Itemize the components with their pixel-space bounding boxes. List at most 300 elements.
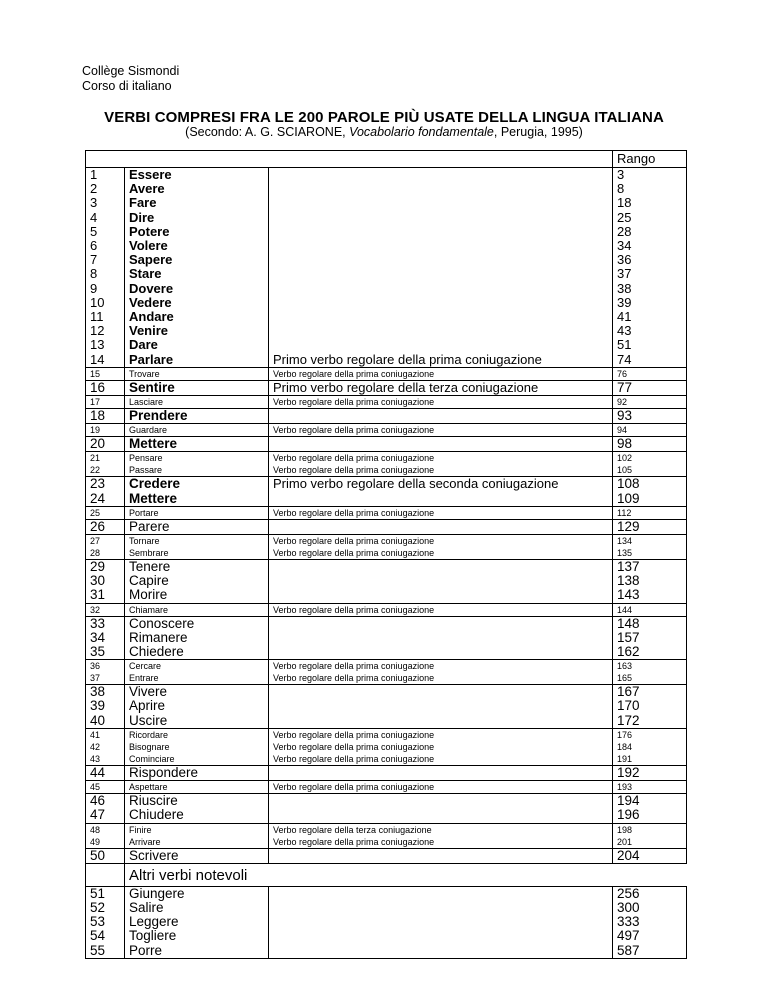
- rank-cell: [613, 794, 687, 823]
- row-number: 1: [90, 167, 98, 182]
- verb-name: Vedere: [129, 294, 172, 310]
- verb-cell: [125, 477, 269, 506]
- table-row-group: [86, 823, 687, 848]
- verb-note: Primo verbo regolare della seconda coniugazione: [273, 476, 559, 492]
- rank-cell: [613, 823, 687, 848]
- verb-rank: 300: [617, 899, 640, 915]
- table-row-group: [86, 380, 687, 395]
- section-empty-cell: [86, 863, 125, 886]
- document-header: [82, 64, 179, 94]
- verb-note: [273, 310, 612, 324]
- verb-name: Chiedere: [129, 644, 184, 660]
- row-number: 45: [90, 782, 101, 793]
- verb-name: Arrivare: [129, 836, 161, 847]
- row-number: 5: [90, 223, 98, 239]
- row-number: 44: [90, 765, 106, 780]
- rank-cell: [613, 380, 687, 395]
- verb-rank: 51: [617, 337, 632, 353]
- note-cell: [269, 685, 613, 729]
- verb-rank: 143: [617, 587, 640, 603]
- verb-name: Trovare: [129, 368, 160, 379]
- row-number-cell: [86, 367, 125, 380]
- row-number-cell: [86, 685, 125, 729]
- verb-rank: 112: [617, 507, 632, 518]
- note-cell: [269, 794, 613, 823]
- row-number: 3: [90, 195, 98, 211]
- verb-note: Verbo regolare della prima coniugazione: [273, 536, 435, 547]
- row-number: 24: [90, 490, 106, 506]
- row-number: 39: [90, 698, 106, 714]
- verb-note: [273, 588, 612, 602]
- row-number: 26: [90, 519, 106, 534]
- verbs-table: [85, 150, 687, 959]
- verb-note: [273, 574, 612, 588]
- verb-name: Mettere: [129, 436, 178, 452]
- table-row-group: [86, 616, 687, 660]
- row-number: 9: [90, 280, 98, 296]
- verb-note: [273, 617, 612, 631]
- row-number: 14: [90, 351, 105, 367]
- row-number-cell: [86, 728, 125, 765]
- verb-name: Parlare: [129, 351, 174, 367]
- verb-note: [273, 182, 612, 196]
- row-number: 17: [90, 397, 101, 408]
- verb-note: Verbo regolare della prima coniugazione: [273, 548, 435, 559]
- note-cell: [269, 535, 613, 560]
- section-title-cell: [125, 863, 687, 886]
- verb-rank: 144: [617, 604, 633, 615]
- row-number: 20: [90, 436, 106, 452]
- verb-cell: [125, 823, 269, 848]
- verb-rank: 37: [617, 266, 632, 282]
- verb-name: Dovere: [129, 280, 174, 296]
- verb-note: Verbo regolare della terza coniugazione: [273, 824, 432, 835]
- verb-rank: 39: [617, 294, 632, 310]
- verb-rank: 25: [617, 209, 632, 225]
- verb-cell: [125, 765, 269, 780]
- verb-name: Capire: [129, 573, 169, 589]
- row-number-cell: [86, 168, 125, 368]
- note-cell: [269, 603, 613, 616]
- note-cell: [269, 886, 613, 958]
- verb-name: Uscire: [129, 712, 168, 728]
- verb-note: Verbo regolare della prima coniugazione: [273, 465, 435, 476]
- verb-note: [273, 849, 612, 863]
- row-number-cell: [86, 560, 125, 604]
- verb-note: Primo verbo regolare della terza coniugazione: [273, 380, 539, 395]
- row-number: 32: [90, 604, 101, 615]
- verb-name: Morire: [129, 587, 168, 603]
- row-number: 11: [90, 309, 104, 325]
- row-number: 48: [90, 824, 101, 835]
- note-cell: [269, 616, 613, 660]
- note-cell: [269, 380, 613, 395]
- verb-rank: 172: [617, 712, 640, 728]
- verb-cell: [125, 685, 269, 729]
- row-number-cell: [86, 519, 125, 534]
- table-row-group: [86, 437, 687, 452]
- verb-name: Vivere: [129, 684, 168, 700]
- verb-note: [273, 520, 612, 534]
- course-name: Corso di italiano: [82, 79, 172, 93]
- row-number: 53: [90, 914, 106, 930]
- rank-cell: [613, 886, 687, 958]
- row-number: 34: [90, 629, 106, 645]
- verb-name: Giungere: [129, 886, 185, 901]
- verb-name: Essere: [129, 167, 172, 182]
- rank-cell: [613, 437, 687, 452]
- verb-note: Verbo regolare della prima coniugazione: [273, 507, 435, 518]
- row-number: 31: [90, 587, 106, 603]
- verb-name: Tornare: [129, 536, 160, 547]
- table-row-group: [86, 848, 687, 863]
- verb-rank: 198: [617, 824, 633, 835]
- verb-rank: 196: [617, 807, 640, 823]
- note-cell: [269, 367, 613, 380]
- verb-cell: [125, 535, 269, 560]
- verb-name: Dare: [129, 337, 158, 353]
- table-row-group: [86, 519, 687, 534]
- verb-rank: 137: [617, 559, 640, 575]
- row-number-cell: [86, 477, 125, 506]
- verb-rank: 148: [617, 616, 640, 631]
- verb-note: [273, 409, 612, 423]
- verb-rank: 93: [617, 408, 633, 424]
- table-row-group: [86, 535, 687, 560]
- verb-note: Verbo regolare della prima coniugazione: [273, 673, 435, 684]
- verb-rank: 204: [617, 848, 640, 863]
- verb-cell: [125, 437, 269, 452]
- row-number-cell: [86, 781, 125, 794]
- verb-note: [273, 324, 612, 338]
- row-number: 54: [90, 928, 106, 944]
- verb-cell: [125, 886, 269, 958]
- verb-name: Entrare: [129, 673, 159, 684]
- row-number-cell: [86, 409, 125, 424]
- row-number: 49: [90, 836, 101, 847]
- verb-cell: [125, 560, 269, 604]
- note-cell: [269, 506, 613, 519]
- verb-cell: [125, 848, 269, 863]
- row-number: 6: [90, 238, 98, 254]
- verb-rank: 41: [617, 309, 632, 325]
- row-number: 35: [90, 644, 106, 660]
- table-row-group: [86, 424, 687, 437]
- row-number: 21: [90, 453, 101, 464]
- verb-note: [273, 808, 612, 822]
- verb-note: [273, 645, 612, 659]
- row-number: 7: [90, 252, 98, 268]
- verb-note: [273, 239, 612, 253]
- verb-name: Conoscere: [129, 616, 195, 631]
- verb-note: Verbo regolare della prima coniugazione: [273, 661, 435, 672]
- rank-cell: [613, 781, 687, 794]
- rank-cell: [613, 367, 687, 380]
- row-number: 12: [90, 323, 105, 339]
- note-cell: [269, 409, 613, 424]
- verb-rank: 191: [617, 753, 633, 764]
- verb-note: Verbo regolare della prima coniugazione: [273, 397, 435, 408]
- verb-note: [273, 211, 612, 225]
- row-number: 33: [90, 616, 106, 631]
- row-number: 47: [90, 807, 106, 823]
- header-empty-cell: [86, 151, 613, 168]
- verb-rank: 105: [617, 465, 633, 476]
- note-cell: [269, 452, 613, 477]
- verb-rank: 170: [617, 698, 640, 714]
- table-row-group: [86, 660, 687, 685]
- table-row-group: [86, 560, 687, 604]
- verb-note: [273, 253, 612, 267]
- table-row-group: [86, 685, 687, 729]
- verb-name: Chiudere: [129, 807, 184, 823]
- row-number: 40: [90, 712, 106, 728]
- row-number: 51: [90, 886, 106, 901]
- verb-cell: [125, 781, 269, 794]
- row-number-cell: [86, 535, 125, 560]
- table-row-group: [86, 886, 687, 958]
- verb-rank: 77: [617, 380, 633, 395]
- table-row-group: [86, 367, 687, 380]
- verb-name: Stare: [129, 266, 162, 282]
- table-row-group: [86, 409, 687, 424]
- verb-name: Porre: [129, 942, 163, 958]
- verb-note: [273, 296, 612, 310]
- note-cell: [269, 396, 613, 409]
- row-number-cell: [86, 616, 125, 660]
- row-number-cell: [86, 823, 125, 848]
- table-row-group: [86, 765, 687, 780]
- verb-rank: 43: [617, 323, 632, 339]
- verb-rank: 36: [617, 252, 632, 268]
- verb-note: [273, 631, 612, 645]
- verb-cell: [125, 409, 269, 424]
- row-number: 46: [90, 793, 106, 809]
- verb-cell: [125, 728, 269, 765]
- verb-rank: 165: [617, 673, 633, 684]
- row-number: 22: [90, 465, 101, 476]
- verb-name: Volere: [129, 238, 168, 254]
- verb-rank: 192: [617, 765, 640, 780]
- verb-rank: 8: [617, 181, 625, 197]
- rank-cell: [613, 616, 687, 660]
- rank-cell: [613, 519, 687, 534]
- rank-cell: [613, 168, 687, 368]
- note-cell: [269, 823, 613, 848]
- verb-name: Finire: [129, 824, 152, 835]
- row-number: 19: [90, 425, 101, 436]
- verb-rank: 167: [617, 684, 640, 700]
- verb-note: [273, 766, 612, 780]
- rank-cell: [613, 848, 687, 863]
- note-cell: [269, 437, 613, 452]
- table-row-group: [86, 477, 687, 506]
- verb-cell: [125, 396, 269, 409]
- verb-name: Andare: [129, 309, 174, 325]
- row-number: 29: [90, 559, 106, 575]
- verb-note: [273, 225, 612, 239]
- row-number: 42: [90, 741, 101, 752]
- row-number-cell: [86, 765, 125, 780]
- verb-name: Salire: [129, 899, 164, 915]
- note-cell: [269, 168, 613, 368]
- verb-note: Verbo regolare della prima coniugazione: [273, 604, 435, 615]
- verb-rank: 135: [617, 548, 633, 559]
- verb-rank: 162: [617, 644, 640, 660]
- rank-cell: [613, 560, 687, 604]
- verb-rank: 194: [617, 793, 640, 809]
- verb-cell: [125, 424, 269, 437]
- verb-name: Riuscire: [129, 793, 178, 809]
- verb-cell: [125, 519, 269, 534]
- row-number: 50: [90, 848, 106, 863]
- verb-note: [273, 282, 612, 296]
- rank-cell: [613, 452, 687, 477]
- row-number: 16: [90, 380, 106, 395]
- verb-note: Verbo regolare della prima coniugazione: [273, 741, 435, 752]
- note-cell: [269, 728, 613, 765]
- table-row-group: [86, 396, 687, 409]
- row-number: 8: [90, 266, 98, 282]
- verb-cell: [125, 603, 269, 616]
- table-row-group: [86, 506, 687, 519]
- verb-name: Lasciare: [129, 397, 164, 408]
- row-number: 37: [90, 673, 101, 684]
- verb-rank: 38: [617, 280, 632, 296]
- table-row-group: [86, 168, 687, 368]
- row-number-cell: [86, 437, 125, 452]
- row-number: 4: [90, 209, 98, 225]
- verb-cell: [125, 367, 269, 380]
- verb-name: Prendere: [129, 408, 188, 424]
- rank-cell: [613, 506, 687, 519]
- verb-name: Tenere: [129, 559, 171, 575]
- note-cell: [269, 848, 613, 863]
- verb-rank: 333: [617, 914, 640, 930]
- verb-rank: 157: [617, 629, 640, 645]
- verb-name: Ricordare: [129, 729, 169, 740]
- verb-rank: 18: [617, 195, 632, 211]
- verb-rank: 102: [617, 453, 633, 464]
- verb-name: Sembrare: [129, 548, 169, 559]
- verb-name: Aspettare: [129, 782, 168, 793]
- verb-name: Rispondere: [129, 765, 199, 780]
- row-number-cell: [86, 506, 125, 519]
- row-number: 15: [90, 368, 101, 379]
- verb-rank: 76: [617, 368, 628, 379]
- row-number: 2: [90, 181, 98, 197]
- verb-name: Rimanere: [129, 629, 188, 645]
- row-number-cell: [86, 660, 125, 685]
- verb-note: [273, 685, 612, 699]
- row-number: 36: [90, 661, 101, 672]
- verb-rank: 92: [617, 397, 628, 408]
- verb-rank: 193: [617, 782, 633, 793]
- verbs-table-body: [86, 151, 687, 959]
- rank-cell: [613, 396, 687, 409]
- verb-note: Verbo regolare della prima coniugazione: [273, 368, 435, 379]
- verb-cell: [125, 660, 269, 685]
- verb-name: Sapere: [129, 252, 173, 268]
- verb-rank: 94: [617, 425, 628, 436]
- verb-name: Passare: [129, 465, 163, 476]
- row-number: 13: [90, 337, 105, 353]
- verb-rank: 184: [617, 741, 633, 752]
- verb-rank: 74: [617, 351, 632, 367]
- verb-note: Verbo regolare della prima coniugazione: [273, 782, 435, 793]
- verb-rank: 201: [617, 836, 633, 847]
- verb-name: Bisognare: [129, 741, 170, 752]
- verb-rank: 109: [617, 490, 640, 506]
- row-number: 52: [90, 899, 106, 915]
- rank-cell: [613, 535, 687, 560]
- verb-cell: [125, 380, 269, 395]
- subtitle-prefix: (Secondo: A. G. SCIARONE,: [185, 125, 350, 139]
- note-cell: [269, 519, 613, 534]
- row-number: 10: [90, 294, 105, 310]
- rank-cell: [613, 660, 687, 685]
- verb-name: Sentire: [129, 380, 175, 395]
- verb-name: Aprire: [129, 698, 166, 714]
- verb-cell: [125, 616, 269, 660]
- verb-note: [273, 196, 612, 210]
- note-cell: [269, 560, 613, 604]
- row-number: 55: [90, 942, 106, 958]
- verb-name: Cominciare: [129, 753, 175, 764]
- verb-name: Cercare: [129, 661, 162, 672]
- verb-note: Verbo regolare della prima coniugazione: [273, 453, 435, 464]
- verb-rank: 108: [617, 476, 640, 492]
- row-number: 30: [90, 573, 106, 589]
- table-row-group: [86, 728, 687, 765]
- row-number-cell: [86, 886, 125, 958]
- verb-name: Leggere: [129, 914, 179, 930]
- row-number: 27: [90, 536, 101, 547]
- verb-rank: 587: [617, 942, 640, 958]
- row-number-cell: [86, 603, 125, 616]
- verb-note: [273, 714, 612, 728]
- rank-cell: [613, 728, 687, 765]
- verb-note: Verbo regolare della prima coniugazione: [273, 425, 435, 436]
- verb-name: Fare: [129, 195, 157, 211]
- verb-note: [273, 699, 612, 713]
- verb-note: [273, 338, 612, 352]
- row-number-cell: [86, 452, 125, 477]
- row-number: 18: [90, 408, 106, 424]
- rank-cell: [613, 477, 687, 506]
- row-number-cell: [86, 424, 125, 437]
- verb-note: [273, 437, 612, 451]
- verb-name: Credere: [129, 476, 181, 492]
- verb-note: [273, 267, 612, 281]
- table-row-group: [86, 794, 687, 823]
- row-number: 25: [90, 507, 101, 518]
- table-row-group: [86, 603, 687, 616]
- row-number-cell: [86, 380, 125, 395]
- table-row-group: [86, 781, 687, 794]
- verb-rank: 28: [617, 223, 632, 239]
- verb-rank: 129: [617, 519, 640, 534]
- verb-name: Chiamare: [129, 604, 169, 615]
- section-title: Altri verbi notevoli: [129, 866, 248, 884]
- verb-rank: 134: [617, 536, 633, 547]
- rank-cell: [613, 409, 687, 424]
- verb-name: Mettere: [129, 490, 178, 506]
- verb-name: Potere: [129, 223, 170, 239]
- verb-cell: [125, 794, 269, 823]
- note-cell: [269, 765, 613, 780]
- verb-note: Verbo regolare della prima coniugazione: [273, 836, 435, 847]
